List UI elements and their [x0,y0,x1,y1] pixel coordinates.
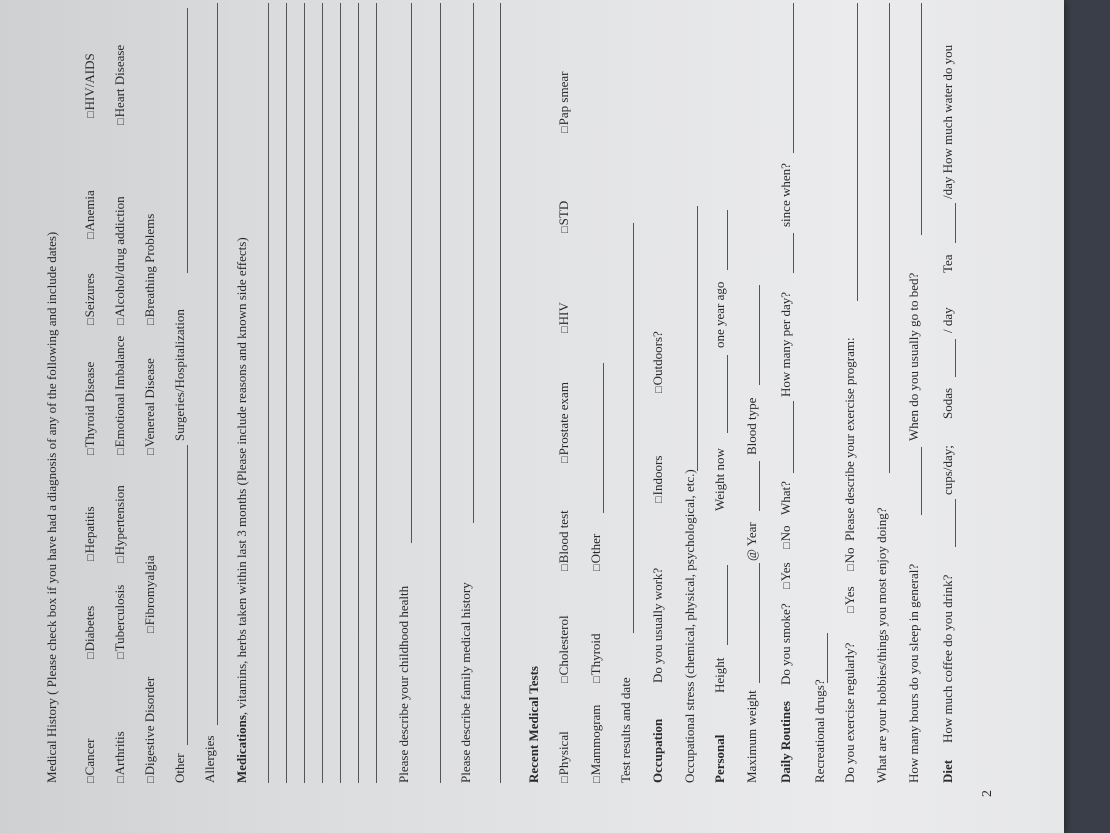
cb-cancer[interactable]: □ Cancer [82,739,98,783]
cb-anemia[interactable]: □ Anemia [82,190,98,239]
since-label: since when? [778,163,793,227]
water-label: /day How much water do you [940,44,955,199]
cb-indoors[interactable]: □ Indoors [650,456,666,503]
other-label: Other [172,753,187,783]
per-day-field[interactable] [793,233,794,273]
coffee-field[interactable] [955,499,956,547]
cb-seizures[interactable]: □ Seizures [82,273,98,325]
cb-smoke-yes[interactable]: □ Yes [778,562,794,589]
smoke-what-label: What? [778,481,793,515]
medications-line-4[interactable] [322,3,323,783]
medications-line [234,237,250,783]
hobbies-field[interactable] [889,3,890,473]
daily-heading: Daily Routines [778,701,793,783]
coffee-label: How much coffee do you drink? [940,574,955,743]
cb-cholesterol[interactable]: □ Cholesterol [556,615,572,683]
height-label: Height [712,657,727,693]
sleep-hours-label: How many hours do you sleep in general? [906,563,921,783]
weight-now-label: Weight now [712,448,727,511]
cb-alcohol-drug[interactable]: □ Alcohol/drug addiction [112,196,128,325]
cb-heart-disease[interactable]: □ Heart Disease [112,45,128,125]
cb-hiv[interactable]: □ HIV [556,302,572,333]
height-field[interactable] [727,565,728,645]
surgeries-field[interactable] [187,8,188,273]
cb-blood-test[interactable]: □ Blood test [556,510,572,571]
other-field[interactable] [187,445,188,745]
allergies-field[interactable] [217,3,218,725]
tea-label: Tea [940,254,955,273]
cb-other-test[interactable]: □ Other [588,534,604,571]
tea-field[interactable] [955,203,956,243]
per-day-label: How many per day? [778,291,793,397]
smoke-what-field[interactable] [793,401,794,473]
test-results-label: Test results and date [618,677,633,783]
recreational-label: Recreational drugs? [812,679,827,783]
cb-tuberculosis[interactable]: □ Tuberculosis [112,585,128,659]
cb-pap-smear[interactable]: □ Pap smear [556,72,572,133]
surgeries-label: Surgeries/Hospitalization [172,309,187,441]
allergies-label: Allergies [202,735,217,783]
weight-now-field[interactable] [727,355,728,433]
cb-emotional-imbalance[interactable]: □ Emotional Imbalance [112,336,128,455]
cb-digestive-disorder[interactable]: □ Digestive Disorder [142,677,158,783]
test-results-field[interactable] [633,223,634,633]
max-weight-field[interactable] [759,563,760,683]
family-label: Please describe family medical history [458,582,473,783]
work-label: Do you usually work? [650,567,665,683]
bedtime-label: When do you usually go to bed? [906,272,921,441]
cb-physical[interactable]: □ Physical [556,731,572,783]
since-field[interactable] [793,3,794,153]
childhood-label: Please describe your childhood health [396,585,411,783]
stress-field[interactable] [697,206,698,471]
medications-line-5[interactable] [340,3,341,783]
cb-outdoors[interactable]: □ Outdoors? [650,331,666,393]
childhood-line-2[interactable] [440,3,441,783]
cb-smoke-no[interactable]: □ No [778,525,794,549]
page-number: 2 [980,790,995,797]
medications-line-6[interactable] [358,3,359,783]
sodas-field[interactable] [955,339,956,377]
cb-exercise-no[interactable]: □ No [842,547,858,571]
cb-thyroid[interactable]: □ Thyroid [588,633,604,683]
sleep-hours-field[interactable] [921,447,922,515]
one-year-ago-label: one year ago [712,281,727,348]
medications-heading: Medications [234,715,249,783]
cb-exercise-yes[interactable]: □ Yes [842,586,858,613]
background-edge [1060,0,1110,833]
exercise-field[interactable] [857,3,858,301]
medical-history-instruction: ( Please check box if you have had a diagnosis of any of the following and include dates) [44,231,59,695]
cb-fibromyalgia[interactable]: □ Fibromyalgia [142,555,158,633]
one-year-ago-field[interactable] [727,210,728,270]
blood-type-field[interactable] [759,285,760,385]
smoke-label: Do you smoke? [778,603,793,685]
recreational-field[interactable] [827,633,828,683]
blood-type-label: Blood type [744,397,759,455]
cups-day-label: cups/day; [940,445,955,495]
medical-history-heading: Medical History [44,698,59,783]
family-line-2[interactable] [500,3,501,783]
diet-heading: Diet [940,759,955,783]
cb-prostate-exam[interactable]: □ Prostate exam [556,382,572,463]
medications-line-2[interactable] [286,3,287,783]
stress-label: Occupational stress (chemical, physical, psychological, etc.) [682,469,697,783]
personal-heading: Personal [712,734,727,783]
cb-hepatitis[interactable]: □ Hepatitis [82,506,98,561]
cb-arthritis[interactable]: □ Arthritis [112,731,128,783]
cb-hypertension[interactable]: □ Hypertension [112,485,128,563]
medications-line-1[interactable] [268,3,269,783]
cb-venereal-disease[interactable]: □ Venereal Disease [142,358,158,455]
family-field[interactable] [473,3,474,523]
at-year-label: @ Year [744,522,759,561]
cb-std[interactable]: □ STD [556,201,572,233]
medications-line-7[interactable] [376,3,377,783]
cb-thyroid-disease[interactable]: □ Thyroid Disease [82,362,98,455]
sodas-label: Sodas [940,387,955,419]
cb-diabetes[interactable]: □ Diabetes [82,606,98,659]
at-year-field[interactable] [759,461,760,511]
sodas-per-day-label: / day [940,307,955,333]
childhood-field[interactable] [411,3,412,543]
bedtime-field[interactable] [921,3,922,235]
tests-heading: Recent Medical Tests [526,666,541,783]
exercise-question: Do you exercise regularly? [842,642,857,783]
medications-text: , vitamins, herbs taken within last 3 months (Please include reasons and known side effects) [234,237,249,716]
cb-mammogram[interactable]: □ Mammogram [588,705,604,783]
occupation-heading: Occupation [650,718,665,783]
medical-history-heading-line [44,232,60,783]
hobbies-label: What are your hobbies/things you most enjoy doing? [874,507,889,783]
max-weight-label: Maximum weight [744,690,759,783]
cb-breathing-problems[interactable]: □ Breathing Problems [142,214,158,325]
cb-hiv-aids[interactable]: □ HIV/AIDS [82,53,98,118]
exercise-description-label: Please describe your exercise program: [842,337,857,541]
other-test-field[interactable] [603,363,604,513]
medications-line-3[interactable] [304,3,305,783]
